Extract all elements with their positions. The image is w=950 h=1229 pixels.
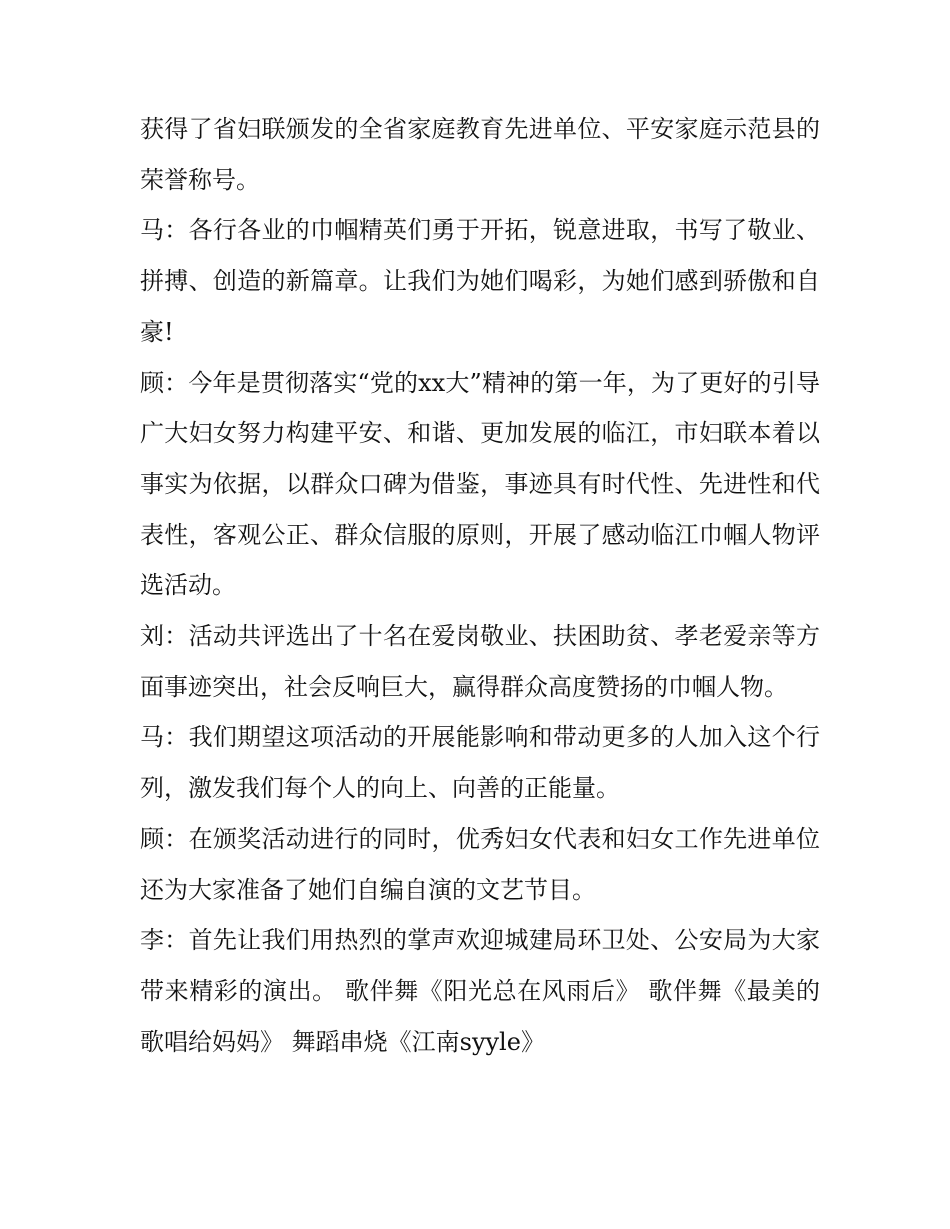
paragraph-liu: 刘：活动共评选出了十名在爱岗敬业、扶困助贫、孝老爱亲等方面事迹突出，社会反响巨大，赢得群众高度赞扬的巾帼人物。: [140, 622, 820, 701]
paragraph-li: 李：首先让我们用热烈的掌声欢迎城建局环卫处、公安局为大家带来精彩的演出。 歌伴舞《阳光总在风雨后》 歌伴舞《最美的歌唱给妈妈》 舞蹈串烧《江南syyle》: [140, 926, 820, 1056]
paragraph-award-honor: 获得了省妇联颁发的全省家庭教育先进单位、平安家庭示范县的荣誉称号。: [140, 115, 820, 194]
paragraph-gu-2: 顾：在颁奖活动进行的同时，优秀妇女代表和妇女工作先进单位还为大家准备了她们自编自演的文艺节目。: [140, 824, 820, 904]
document-body: [140, 104, 820, 1067]
paragraph-ma-1: 马：各行各业的巾帼精英们勇于开拓，锐意进取，书写了敬业、拼搏、创造的新篇章。让我们为她们喝彩，为她们感到骄傲和自豪!: [140, 216, 820, 346]
paragraph-ma-2: 马：我们期望这项活动的开展能影响和带动更多的人加入这个行列，激发我们每个人的向上、向善的正能量。: [140, 723, 820, 803]
paragraph-gu-1: 顾：今年是贯彻落实“党的xx大”精神的第一年，为了更好的引导广大妇女努力构建平安、和谐、更加发展的临江，市妇联本着以事实为依据，以群众口碑为借鉴，事迹具有时代性、先进性和代表性，客观公正、群众信服的原则，开展了感动临江巾帼人物评选活动。: [140, 368, 820, 600]
